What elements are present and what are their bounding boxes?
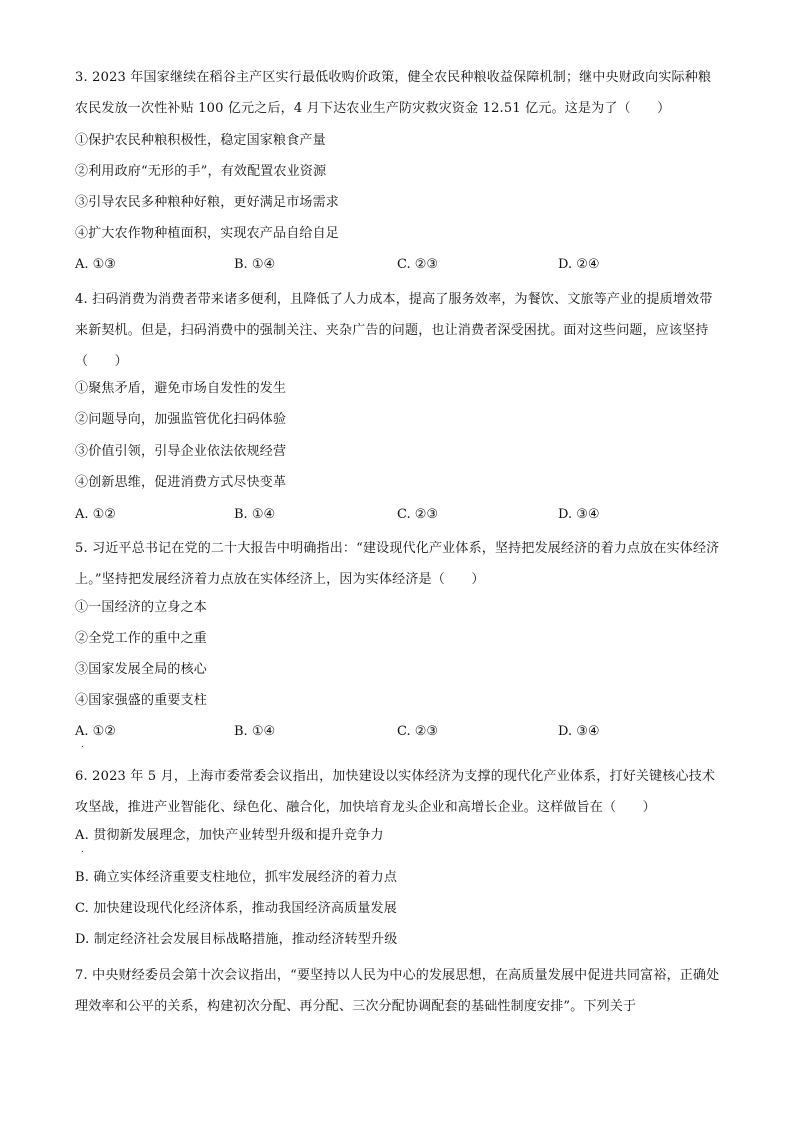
question-6-option-d: D. 制定经济社会发展目标战略措施，推动经济转型升级 [75, 932, 398, 947]
question-5-item-3: ③国家发展全局的核心 [75, 662, 208, 677]
question-4-option-c: C. ②③ [397, 507, 439, 522]
question-3-stem: 3. 2023 年国家继续在稻谷主产区实行最低收购价政策，健全农民种粮收益保障机制；继中央财政向实际种粮农民发放一次性补贴 100 亿元之后，4 月下达农业生产防灾救灾资金 12.51 亿元。这是为了（ ） [75, 70, 712, 116]
question-4-stem: 4. 扫码消费为消费者带来诸多便利，且降低了人力成本，提高了服务效率，为餐饮、文旅等产业的提质增效带来新契机。但是，扫码消费中的强制关注、夹杂广告的问题，也让消费者深受困扰。面对这些问题，应该坚持（ ） [75, 292, 713, 369]
question-5-option-d: D. ③④ [558, 724, 600, 739]
question-3-option-c: C. ②③ [397, 257, 439, 272]
question-5-option-a: A. ①② [75, 724, 116, 739]
question-6-option-a: A. 贯彻新发展理念，加快产业转型升级和提升竞争力 [75, 828, 384, 843]
question-7-stem: 7. 中央财经委员会第十次会议指出，“要坚持以人民为中心的发展思想，在高质量发展中促进共同富裕，正确处理效率和公平的关系，构建初次分配、再分配、三次分配协调配套的基础性制度安排”。下列关于 [75, 968, 720, 1014]
question-3-option-b: B. ①④ [234, 257, 276, 272]
question-4-item-3: ③价值引领，引导企业依法依规经营 [75, 444, 287, 459]
question-4-option-d: D. ③④ [558, 507, 600, 522]
stray-mark: . [81, 740, 84, 750]
question-5-item-2: ②全党工作的重中之重 [75, 631, 208, 646]
question-3-item-4: ④扩大农作物种植面积，实现农产品自给自足 [75, 226, 340, 241]
question-3-item-2: ②利用政府“无形的手”，有效配置农业资源 [75, 164, 327, 179]
question-6-option-c: C. 加快建设现代化经济体系，推动我国经济高质量发展 [75, 901, 397, 916]
question-5-option-c: C. ②③ [397, 724, 439, 739]
question-5-option-b: B. ①④ [234, 724, 276, 739]
question-6-option-b: B. 确立实体经济重要支柱地位，抓牢发展经济的着力点 [75, 870, 398, 885]
question-6-stem: 6. 2023 年 5 月，上海市委常委会议指出，加快建设以实体经济为支撑的现代化产业体系，打好关键核心技术攻坚战，推进产业智能化、绿色化、融合化，加快培育龙头企业和高增长企业。这样做旨在（ ） [75, 769, 716, 815]
question-4-item-1: ①聚焦矛盾，避免市场自发性的发生 [75, 381, 287, 396]
question-4-item-2: ②问题导向，加强监管优化扫码体验 [75, 412, 287, 427]
question-3-item-3: ③引导农民多种粮种好粮，更好满足市场需求 [75, 195, 340, 210]
question-3-option-d: D. ②④ [558, 257, 600, 272]
question-3-option-a: A. ①③ [75, 257, 116, 272]
question-5-item-1: ①一国经济的立身之本 [75, 600, 208, 615]
question-4-option-b: B. ①④ [234, 507, 276, 522]
question-5-stem: 5. 习近平总书记在党的二十大报告中明确指出：“建设现代化产业体系，坚持把发展经济的着力点放在实体经济上。”坚持把发展经济着力点放在实体经济上，因为实体经济是（ ） [75, 541, 720, 587]
question-5-item-4: ④国家强盛的重要支柱 [75, 693, 208, 708]
question-4-item-4: ④创新思维，促进消费方式尽快变革 [75, 475, 287, 490]
stray-mark: . [81, 845, 84, 855]
question-3-item-1: ①保护农民种粮积极性，稳定国家粮食产量 [75, 133, 326, 148]
question-4-option-a: A. ①② [75, 507, 116, 522]
